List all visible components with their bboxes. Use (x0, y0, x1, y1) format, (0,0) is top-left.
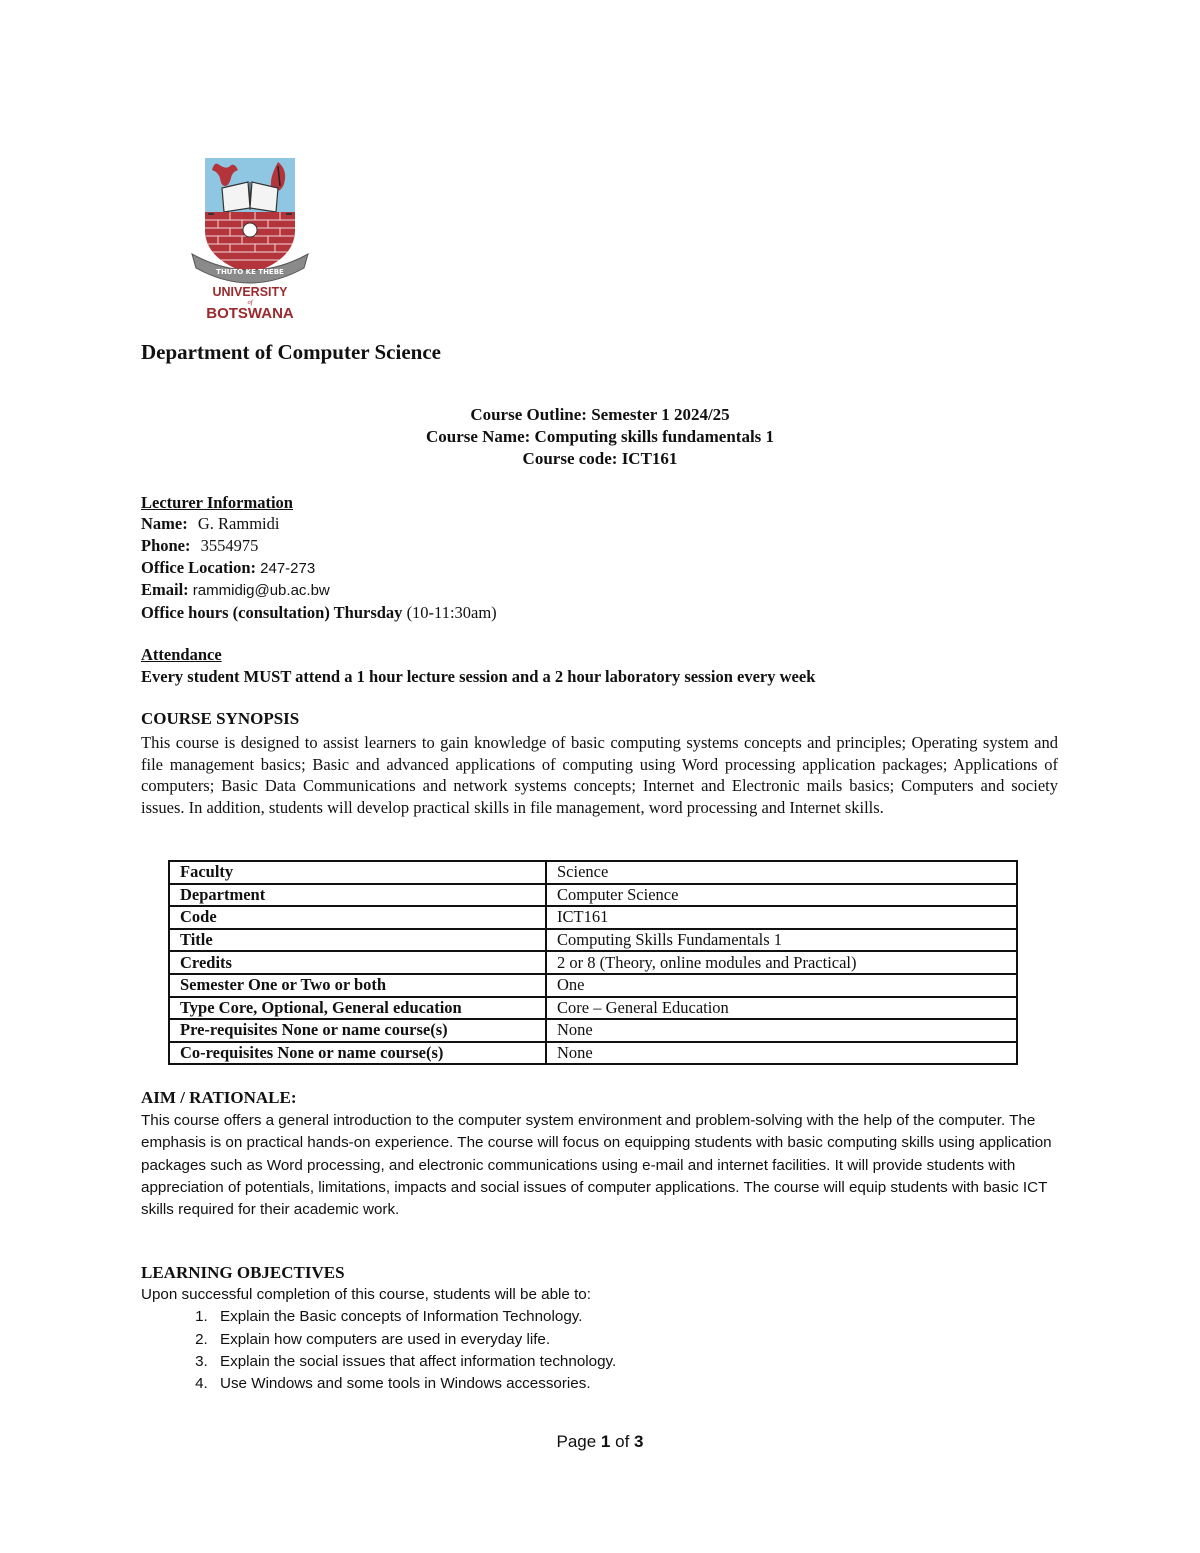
lecturer-phone-label: Phone: (141, 536, 191, 555)
course-name-heading: Course Name: Computing skills fundamentals 1 (425, 427, 775, 446)
attendance-heading: Attendance (141, 645, 222, 664)
table-value: Core – General Education (546, 997, 1017, 1020)
table-value: Computer Science (546, 884, 1017, 907)
objectives-block (141, 1284, 616, 1395)
table-row (169, 906, 1017, 929)
lecturer-info-heading: Lecturer Information (141, 493, 293, 512)
table-value: Science (546, 861, 1017, 884)
lecturer-email-domain: @ub.ac.bw (254, 582, 330, 599)
lecturer-office-label: Office Location: (141, 558, 257, 577)
table-key: Department (169, 884, 546, 907)
synopsis-text: This course is designed to assist learners to gain knowledge of basic computing systems concepts and principles; Operating system and file management basics; Basic and advanced applications of computing using Word processing application packages; Applications of computers; Basic Data Communications and network systems concepts; Internet and Electronic mails basics; Computers and society issues. In addition, students will develop practical skills in file management, word processing and Internet skills. (141, 733, 1058, 818)
table-row (169, 1019, 1017, 1042)
objectives-list (141, 1306, 616, 1395)
table-key: Semester One or Two or both (169, 974, 546, 997)
aim-heading: AIM / RATIONALE: (141, 1088, 297, 1107)
table-row (169, 951, 1017, 974)
table-row (169, 929, 1017, 952)
table-value: None (546, 1042, 1017, 1065)
course-info-table (168, 860, 1018, 1065)
table-key: Title (169, 929, 546, 952)
department-title: Department of Computer Science (141, 340, 441, 364)
table-row (169, 861, 1017, 884)
lecturer-office-row (141, 558, 315, 578)
lecturer-name-row (141, 514, 279, 534)
table-key: Code (169, 906, 546, 929)
table-key: Faculty (169, 861, 546, 884)
table-row (169, 1042, 1017, 1065)
objectives-intro: Upon successful completion of this course, students will be able to: (141, 1286, 591, 1303)
list-item: 2. Explain how computers are used in everyday life. (212, 1329, 616, 1351)
table-value: 2 or 8 (Theory, online modules and Practical) (546, 951, 1017, 974)
lecturer-phone-row (141, 536, 258, 556)
footer-of-word: of (615, 1432, 630, 1451)
course-outline-heading: Course Outline: Semester 1 2024/25 (470, 405, 730, 424)
lecturer-name-value: G. Rammidi (197, 514, 280, 533)
logo-name-line1: UNIVERSITY (212, 285, 288, 299)
table-row (169, 884, 1017, 907)
lecturer-name-label: Name: (141, 514, 188, 533)
lecturer-hours-row (141, 603, 497, 623)
objectives-heading: LEARNING OBJECTIVES (141, 1263, 345, 1282)
table-value: One (546, 974, 1017, 997)
course-code-heading: Course code: ICT161 (522, 449, 678, 468)
lecturer-hours-value: (10-11:30am) (406, 603, 497, 622)
table-value: Computing Skills Fundamentals 1 (546, 929, 1017, 952)
lecturer-email-row (141, 580, 330, 600)
table-row (169, 997, 1017, 1020)
page-footer (0, 1432, 1200, 1452)
lecturer-email-user: rammidig (192, 582, 255, 599)
list-item: 3. Explain the social issues that affect information technology. (212, 1351, 616, 1373)
synopsis-heading: COURSE SYNOPSIS (141, 709, 300, 728)
footer-page-total: 3 (634, 1432, 644, 1451)
table-key: Credits (169, 951, 546, 974)
list-item: 4. Use Windows and some tools in Windows accessories. (212, 1373, 616, 1395)
logo-motto: THUTO KE THEBE (216, 268, 284, 276)
footer-page-word: Page (556, 1432, 597, 1451)
lecturer-hours-label: Office hours (consultation) Thursday (141, 603, 403, 622)
university-crest (190, 150, 310, 325)
logo-name-of: of (247, 299, 253, 306)
table-key: Co-requisites None or name course(s) (169, 1042, 546, 1065)
lecturer-email-label: Email: (141, 580, 189, 599)
table-value: None (546, 1019, 1017, 1042)
attendance-text: Every student MUST attend a 1 hour lecture session and a 2 hour laboratory session every week (141, 667, 816, 686)
lecturer-office-value: 247-273 (260, 560, 316, 577)
table-key: Pre-requisites None or name course(s) (169, 1019, 546, 1042)
lecturer-phone-value: 3554975 (200, 536, 259, 555)
table-value: ICT161 (546, 906, 1017, 929)
university-logo (190, 150, 310, 325)
logo-name-line2: BOTSWANA (206, 305, 294, 322)
aim-text: This course offers a general introduction to the computer system environment and problem-solving with the help of the computer. The emphasis is on practical hands-on experience. The course will focus on equipping students with basic computing skills using application packages such as Word processing, and electronic communications using e-mail and internet facilities. It will provide students with appreciation of potentials, limitations, impacts and social issues of computer applications. The course will equip students with basic ICT skills required for their academic work. (141, 1112, 1052, 1219)
table-key: Type Core, Optional, General education (169, 997, 546, 1020)
list-item: 1. Explain the Basic concepts of Information Technology. (212, 1306, 616, 1328)
footer-page-number: 1 (600, 1432, 611, 1451)
table-row (169, 974, 1017, 997)
